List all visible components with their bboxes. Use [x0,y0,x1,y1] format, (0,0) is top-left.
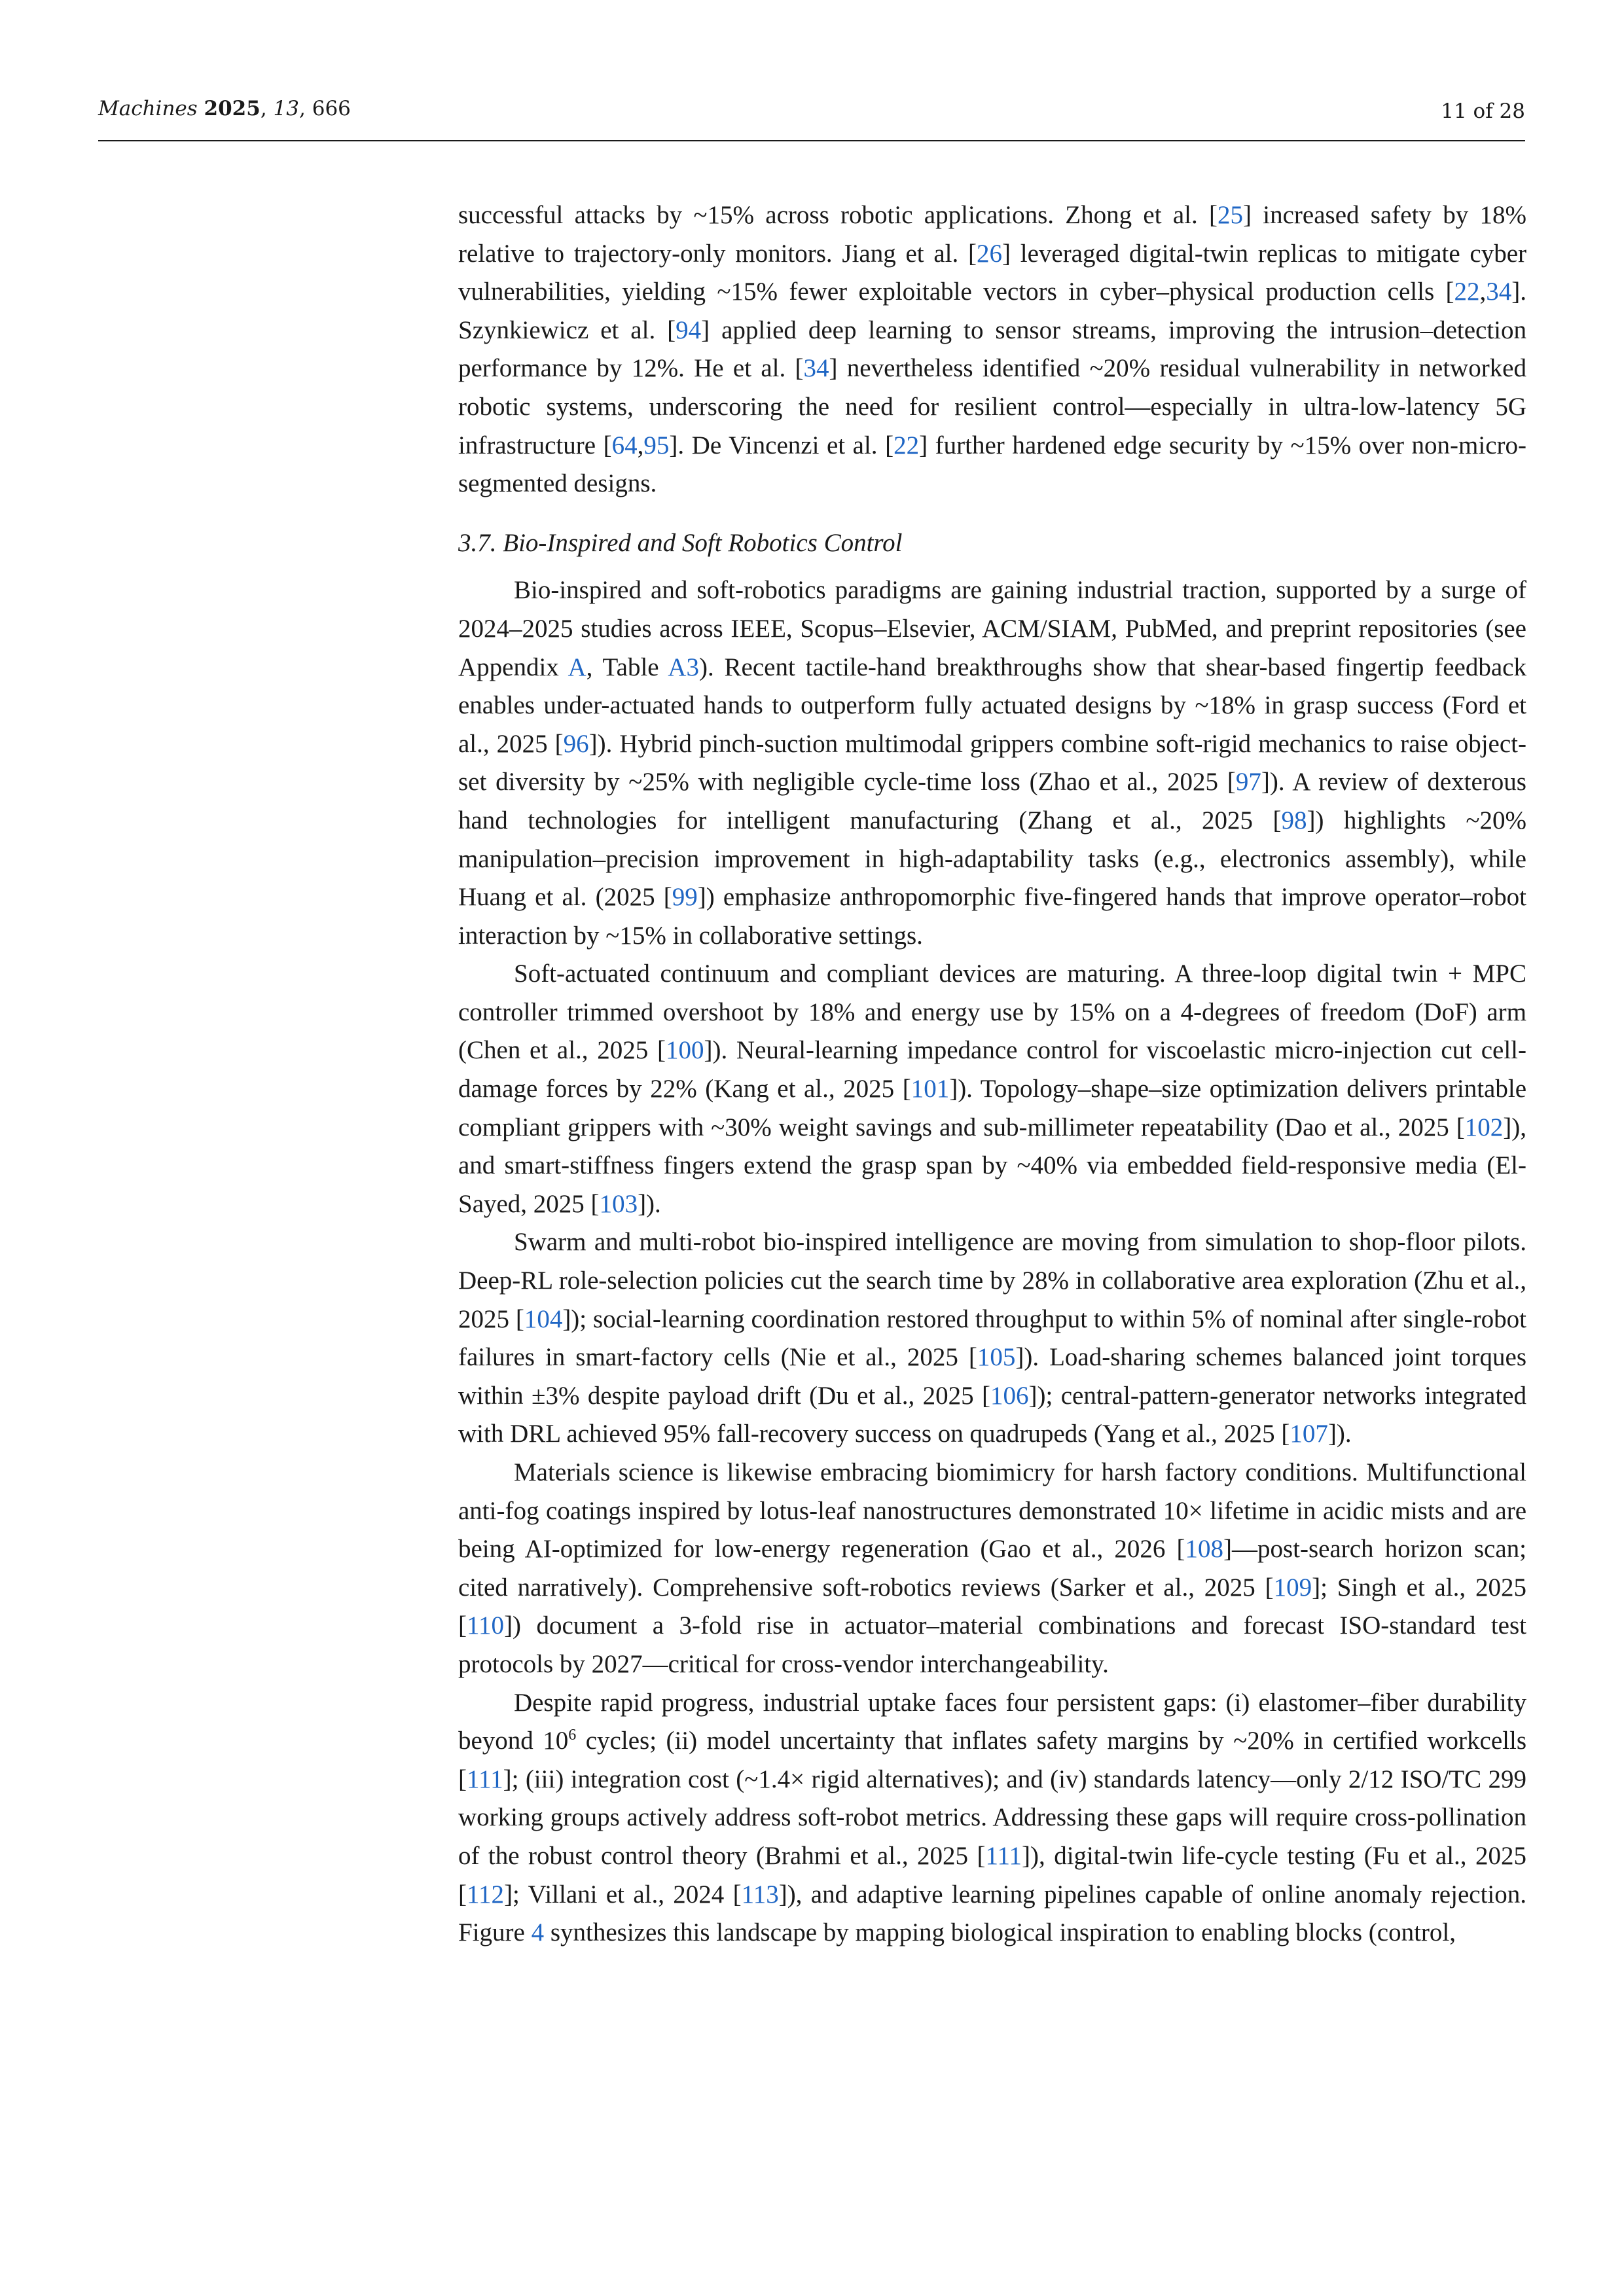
text-run: ]—post-search horizon scan; cited narratively). Comprehensive soft-robotics reviews (Sarker et al., 2025 [ [458,1535,1526,1602]
text-run: Materials science is likewise embracing biomimicry for harsh factory conditions. Multifunctional anti-fog coatings inspired by lotus-leaf nanostructures demonstrated 10× lifetime in acidic mists and are being AI-optimized for low-energy regeneration (Gao et al., 2026 [ [458,1458,1526,1564]
text-run: ]; (iii) integration cost (~1.4× rigid alternatives); and (iv) standards latency—only 2/12 ISO/TC 299 working groups actively address soft-robot metrics. Addressing these gaps will require cross-pollination of the robust control theory (Brahmi et al., 2025 [ [458,1765,1526,1870]
text-run: ] leveraged digital-twin replicas to mitigate cyber vulnerabilities, yielding ~15% fewer exploitable vectors in cyber–physical production cells [ [458,239,1527,306]
citation-link[interactable]: 99 [672,883,698,912]
citation-link[interactable]: 105 [977,1343,1016,1372]
text-run: ]; Villani et al., 2024 [ [504,1880,742,1909]
journal-name: Machines [98,97,198,120]
citation-link[interactable]: 111 [985,1841,1022,1870]
text-run: ]). Load-sharing schemes balanced joint torques within ±3% despite payload drift (Du et al., 2025 [ [458,1343,1527,1410]
text-run: ]). Neural-learning impedance control for viscoelastic micro-injection cut cell-damage forces by 22% (Kang et al., 2025 [ [458,1036,1526,1103]
text-run: ]), and smart-stiffness fingers extend the grasp span by ~40% via embedded field-responsive media (El-Sayed, 2025 [ [458,1113,1526,1218]
citation-link[interactable]: 109 [1273,1573,1312,1602]
page-header [98,92,1525,137]
text-run: ]), digital-twin life-cycle testing (Fu et al., 2025 [ [458,1841,1526,1909]
text-run: , [637,431,644,459]
citation-link[interactable]: 64 [611,431,638,459]
citation-link[interactable]: 113 [741,1880,779,1909]
text-run: ]). [638,1189,661,1218]
citation-link[interactable]: 103 [599,1189,638,1218]
text-run: Swarm and multi-robot bio-inspired intelligence are moving from simulation to shop-floor pilots. Deep-RL role-selection policies cut the search time by 28% in collaborative area exploration (Zhu et al., 2025 [ [458,1228,1526,1333]
text-run: ]. De Vincenzi et al. [ [669,431,894,459]
page-number: 11 of 28 [1441,99,1525,123]
citation-link[interactable]: 95 [643,431,670,459]
text-run: , [1479,278,1487,306]
citation-link[interactable]: 101 [911,1075,950,1103]
citation-link[interactable]: 96 [563,729,589,758]
text-run: ]). Topology–shape–size optimization delivers printable compliant grippers with ~30% weight savings and sub-millimeter repeatability (Dao et al., 2025 [ [458,1075,1527,1141]
citation-link[interactable]: 97 [1235,768,1261,797]
text-run: ]), and adaptive learning pipelines capable of online anomaly rejection. Figure [458,1880,1526,1947]
paragraph [458,955,1526,1223]
citation-link[interactable]: 25 [1218,201,1243,229]
text-run: ] applied deep learning to sensor streams, improving the intrusion–detection performance by 12%. He et al. [ [458,315,1527,383]
citation-link[interactable]: 112 [467,1880,505,1909]
text-run: ]; Singh et al., 2025 [ [458,1573,1527,1640]
text-run: , Table [586,653,668,681]
section-heading: 3.7. Bio-Inspired and Soft Robotics Control [458,528,903,557]
text-run: ]); central-pattern-generator networks integrated with DRL achieved 95% fall-recovery success on quadrupeds (Yang et al., 2025 [ [458,1381,1526,1448]
text-run: ] further hardened edge security by ~15% over non-micro-segmented designs. [458,431,1526,498]
citation-link[interactable]: 110 [467,1611,505,1640]
citation-link[interactable]: A3 [668,653,699,681]
citation-link[interactable]: 111 [467,1765,503,1793]
citation-link[interactable]: 34 [803,354,829,383]
citation-link[interactable]: 22 [1454,278,1480,306]
citation-link[interactable]: 26 [977,239,1002,268]
text-run: ]). Hybrid pinch-suction multimodal grippers combine soft-rigid mechanics to raise object-set diversity by ~25% with negligible cycle-time loss (Zhao et al., 2025 [ [458,729,1526,797]
citation-link[interactable]: 98 [1281,806,1307,834]
citation-link[interactable]: 102 [1464,1113,1504,1141]
paragraph-continued [458,196,1526,503]
text-run: ). Recent tactile-hand breakthroughs show that shear-based fingertip feedback enables under-actuated hands to outperform fully actuated designs by ~18% in grasp success (Ford et al., 2025 [ [458,653,1526,758]
citation-link[interactable]: 100 [665,1036,704,1065]
text-run: Soft-actuated continuum and compliant devices are maturing. A three-loop digital twin + MPC controller trimmed overshoot by 18% and energy use by 15% on a 4-degrees of freedom (DoF) arm (Chen et al., 2025 [ [458,960,1526,1065]
text-run: synthesizes this landscape by mapping biological inspiration to enabling blocks (control, [544,1918,1456,1947]
text-run: ]). [1327,1420,1352,1448]
citation-link[interactable]: A [568,653,586,681]
citation-link[interactable]: 94 [676,315,702,344]
header-rule [98,140,1525,141]
citation-link[interactable]: 22 [893,431,920,459]
text-run: ]). A review of dexterous hand technologies for intelligent manufacturing (Zhang et al., 2025 [ [458,768,1526,834]
article-number: 666 [312,97,351,120]
text-run: ] increased safety by 18% relative to trajectory-only monitors. Jiang et al. [ [458,201,1526,268]
text-run: Despite rapid progress, industrial uptake faces four persistent gaps: (i) elastomer–fiber durability beyond 10 [458,1688,1526,1755]
text-run: cycles; (ii) model uncertainty that inflates safety margins by ~20% in certified workcells [ [458,1727,1526,1793]
text-run: ]); social-learning coordination restored throughput to within 5% of nominal after single-robot failures in smart-factory cells (Nie et al., 2025 [ [458,1304,1526,1372]
superscript: 6 [568,1727,577,1744]
citation-link[interactable]: 106 [990,1381,1029,1410]
running-title: Machines 2025, 13, 666 [98,97,351,120]
citation-link[interactable]: 4 [531,1918,545,1947]
citation-link[interactable]: 108 [1185,1535,1223,1564]
text-run: ]) highlights ~20% manipulation–precision improvement in high-adaptability tasks (e.g., electronics assembly), while Huang et al. (2025 [ [458,806,1526,912]
text-run: ]) emphasize anthropomorphic five-fingered hands that improve operator–robot interaction by ~15% in collaborative settings. [458,883,1527,950]
citation-link[interactable]: 107 [1290,1420,1328,1448]
paragraph [458,1684,1526,1952]
journal-volume: 13 [273,97,299,120]
paragraph [458,571,1526,955]
paragraph [458,1223,1526,1454]
article-body [458,196,1526,1952]
citation-link[interactable]: 104 [524,1304,563,1333]
journal-year: 2025 [204,97,261,120]
text-run: ] nevertheless identified ~20% residual vulnerability in networked robotic systems, underscoring the need for resilient control—especially in ultra-low-latency 5G infrastructure [ [458,354,1526,459]
text-run: successful attacks by ~15% across robotic applications. Zhong et al. [ [458,201,1218,229]
paragraph [458,1454,1526,1684]
citation-link[interactable]: 34 [1486,278,1512,306]
text-run: Bio-inspired and soft-robotics paradigms are gaining industrial traction, supported by a surge of 2024–2025 studies across IEEE, Scopus–Elsevier, ACM/SIAM, PubMed, and preprint repositories (see Appendix [458,576,1526,681]
text-run: ]) document a 3-fold rise in actuator–material combinations and forecast ISO-standard test protocols by 2027—critical for cross-vendor interchangeability. [458,1611,1526,1678]
text-run: ]. Szynkiewicz et al. [ [458,278,1526,344]
